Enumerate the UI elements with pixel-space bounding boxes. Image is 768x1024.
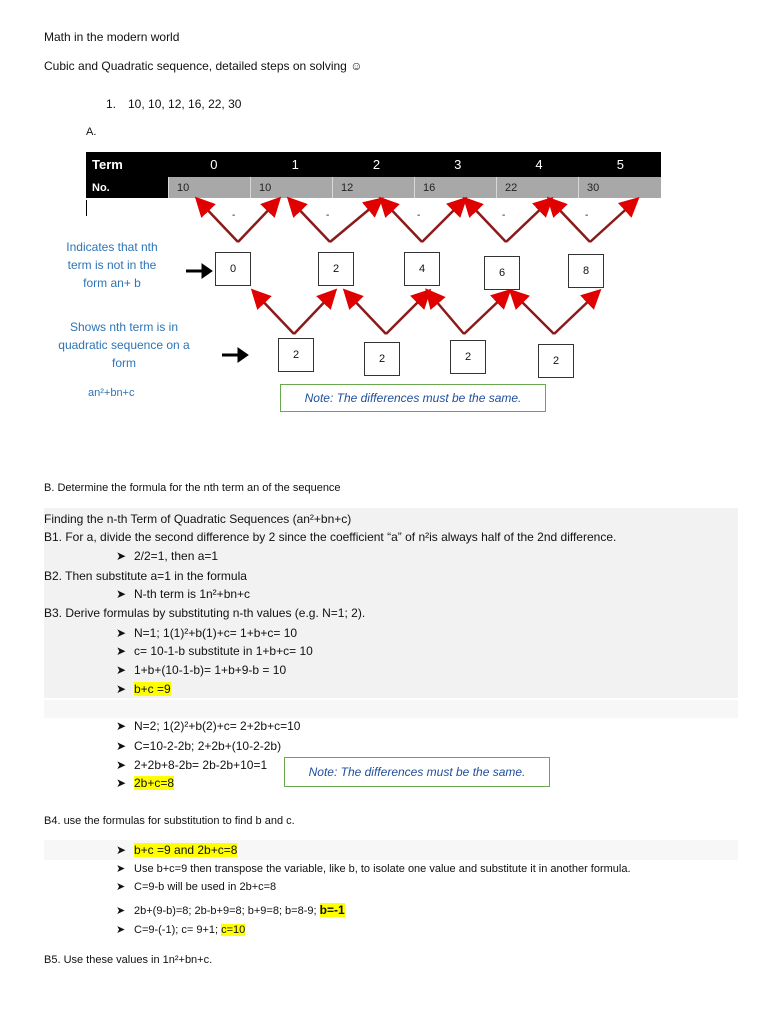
value-cell: 30 bbox=[578, 177, 660, 198]
arrow bbox=[464, 294, 506, 334]
bullet-item: ➤ C=10-2-2b; 2+2b+(10-2-2b) bbox=[116, 739, 282, 753]
minus-sign: - bbox=[417, 210, 421, 221]
arrow bbox=[200, 202, 238, 242]
second-difference-box: 2 bbox=[538, 344, 574, 378]
bullet-item: ➤ N=2; 1(2)²+b(2)+c= 2+2b+c=10 bbox=[116, 719, 301, 733]
bullet-item: ➤ C=9-b will be used in 2b+c=8 bbox=[116, 881, 277, 893]
term-cell: 5 bbox=[616, 157, 624, 172]
bullet-item: ➤ 2b+(9-b)=8; 2b-b+9=8; b+9=8; b=8-9; b=-1 bbox=[116, 903, 345, 917]
bullet-item: ➤ N=1; 1(1)²+b(1)+c= 1+b+c= 10 bbox=[116, 626, 298, 640]
value-cell: 16 bbox=[414, 177, 496, 198]
note-box: Note: The differences must be the same. bbox=[280, 384, 546, 412]
second-difference-box: 2 bbox=[278, 338, 314, 372]
bullet-item: ➤ 2/2=1, then a=1 bbox=[116, 549, 219, 563]
arrow bbox=[506, 202, 548, 242]
step-b5: B5. Use these values in 1n²+bn+c. bbox=[44, 954, 213, 966]
arrow bbox=[386, 294, 426, 334]
term-cell: 1 bbox=[291, 157, 299, 172]
step-b4: B4. use the formulas for substitution to find b and c. bbox=[44, 815, 295, 827]
first-difference-box: 4 bbox=[404, 252, 440, 286]
side-note-quadratic: Shows nth term is in quadratic sequence on a form bbox=[58, 320, 190, 370]
step-b1: B1. For a, divide the second difference by 2 since the coefficient “a” of n²is always half of the 2nd difference. bbox=[44, 530, 617, 544]
value-cell: 22 bbox=[496, 177, 578, 198]
side-formula: an²+bn+c bbox=[88, 387, 135, 399]
first-difference-box: 0 bbox=[215, 252, 251, 286]
arrow bbox=[238, 202, 276, 242]
bullet-item: ➤ b+c =9 and 2b+c=8 bbox=[116, 843, 238, 857]
arrow bbox=[294, 294, 332, 334]
bullet-item: ➤ 2b+c=8 bbox=[116, 776, 175, 790]
arrow bbox=[348, 294, 386, 334]
arrow bbox=[384, 202, 422, 242]
bullet-item: ➤ b+c =9 bbox=[116, 682, 171, 696]
arrow bbox=[514, 294, 554, 334]
part-a-label: A. bbox=[86, 126, 97, 138]
arrow bbox=[256, 294, 294, 334]
minus-sign: - bbox=[232, 210, 236, 221]
step-b2: B2. Then substitute a=1 in the formula bbox=[44, 569, 247, 583]
side-note-linear: Indicates that nth term is not in the form an+ b bbox=[66, 240, 158, 290]
first-difference-box: 8 bbox=[568, 254, 604, 288]
arrow bbox=[292, 202, 330, 242]
finding-heading: Finding the n-th Term of Quadratic Sequences (an²+bn+c) bbox=[44, 512, 352, 526]
pointer-arrow bbox=[238, 348, 248, 362]
part-b-heading: B. Determine the formula for the nth term an of the sequence bbox=[44, 482, 341, 494]
term-label: Term bbox=[92, 157, 123, 172]
bullet-item: ➤ 1+b+(10-1-b)= 1+b+9-b = 10 bbox=[116, 663, 287, 677]
first-difference-box: 2 bbox=[318, 252, 354, 286]
arrow bbox=[552, 202, 590, 242]
minus-sign: - bbox=[585, 210, 589, 221]
second-difference-box: 2 bbox=[364, 342, 400, 376]
arrow bbox=[422, 202, 462, 242]
value-cell: 10 bbox=[250, 177, 332, 198]
arrow bbox=[590, 202, 634, 242]
second-difference-box: 2 bbox=[450, 340, 486, 374]
term-cell: 0 bbox=[210, 157, 218, 172]
pointer-arrow bbox=[202, 264, 212, 278]
term-cell: 2 bbox=[372, 157, 381, 172]
bullet-item: ➤ 2+2b+8-2b= 2b-2b+10=1 bbox=[116, 758, 268, 772]
gray-band bbox=[44, 700, 738, 718]
step-b3: B3. Derive formulas by substituting n-th values (e.g. N=1; 2). bbox=[44, 606, 366, 620]
no-label: No. bbox=[86, 177, 168, 198]
note-box-2: Note: The differences must be the same. bbox=[284, 757, 550, 787]
arrow bbox=[430, 294, 464, 334]
bullet-item: ➤ N-th term is 1n²+bn+c bbox=[116, 587, 251, 601]
value-cell: 10 bbox=[168, 177, 250, 198]
term-cell: 3 bbox=[454, 157, 462, 172]
arrow bbox=[554, 294, 596, 334]
minus-sign: - bbox=[326, 210, 330, 221]
bullet-item: ➤ C=9-(-1); c= 9+1; c=10 bbox=[116, 924, 246, 936]
first-difference-box: 6 bbox=[484, 256, 520, 290]
bullet-item: ➤ Use b+c=9 then transpose the variable, like b, to isolate one value and substitute it in another formula. bbox=[116, 863, 631, 875]
arrow bbox=[330, 202, 378, 242]
document-title: Math in the modern world bbox=[44, 30, 180, 44]
problem-number: 1. bbox=[106, 97, 117, 111]
problem-sequence: 10, 10, 12, 16, 22, 30 bbox=[128, 97, 242, 111]
arrow bbox=[468, 202, 506, 242]
value-cell: 12 bbox=[332, 177, 414, 198]
bullet-item: ➤ c= 10-1-b substitute in 1+b+c= 10 bbox=[116, 644, 313, 658]
term-cell: 4 bbox=[535, 157, 543, 172]
document-subtitle: Cubic and Quadratic sequence, detailed steps on solving ☺ bbox=[44, 59, 363, 73]
minus-sign: - bbox=[502, 210, 506, 221]
